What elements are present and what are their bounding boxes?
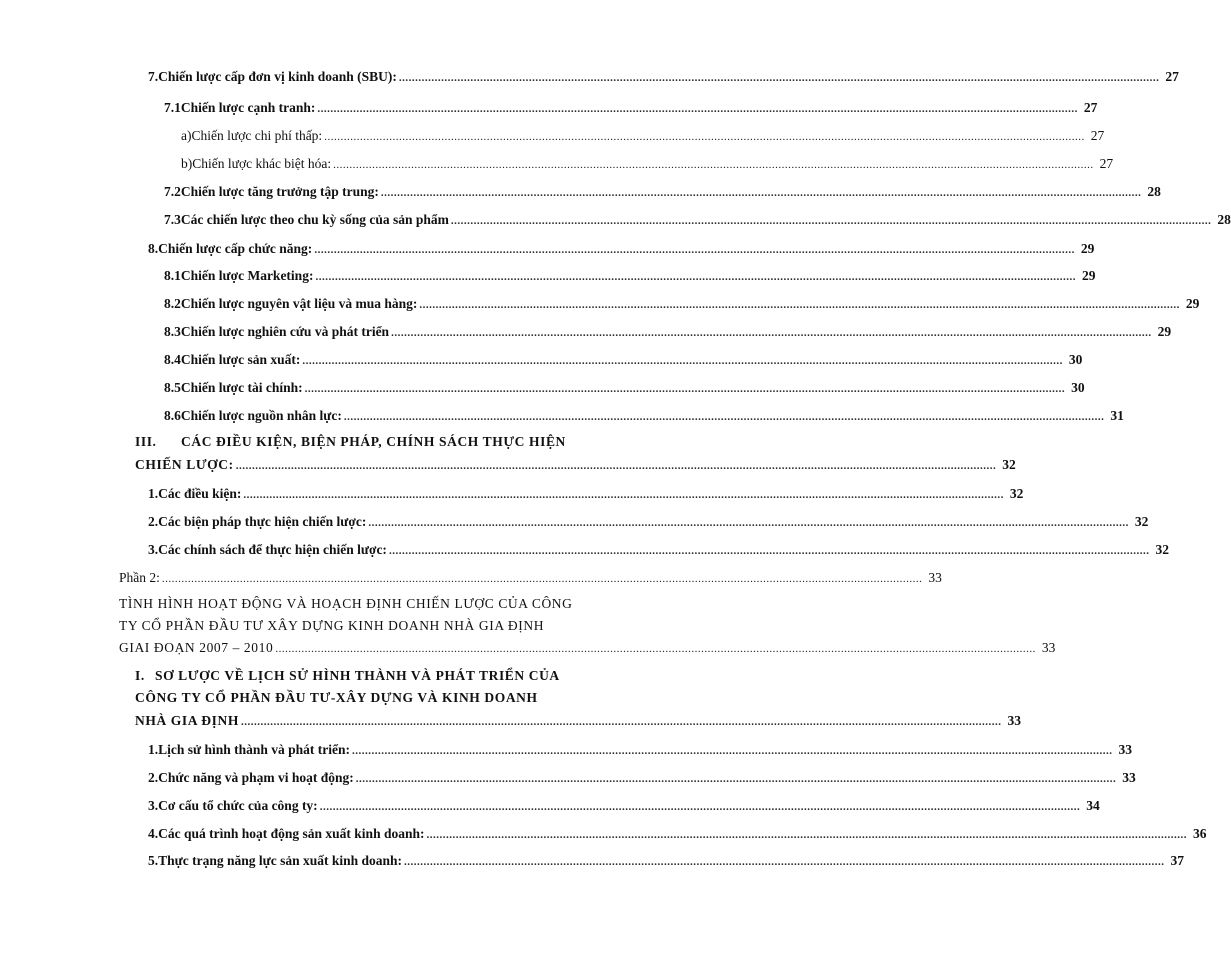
entry-title: Các quá trình hoạt động sản xuất kinh doanh: <box>158 826 425 841</box>
dot-leader <box>241 713 1002 731</box>
entry-title: Các biện pháp thực hiện chiến lược: <box>158 514 367 529</box>
toc-entry-I-4[interactable] <box>148 825 1207 844</box>
toc-entry-8-2[interactable] <box>164 295 1200 314</box>
dot-leader <box>426 826 1187 844</box>
entry-page: 29 <box>1081 268 1096 283</box>
entry-title-continued: NHÀ GIA ĐỊNH <box>135 713 239 728</box>
dot-leader <box>243 486 1004 504</box>
toc-entry-7-3[interactable] <box>164 211 1231 230</box>
dot-leader <box>451 212 1212 230</box>
entry-page: 36 <box>1192 826 1207 841</box>
entry-number: 7.1 <box>164 100 181 115</box>
entry-page: 33 <box>1007 713 1021 728</box>
entry-number: 8. <box>148 241 159 256</box>
entry-title: Chiến lược nguyên vật liệu và mua hàng: <box>180 296 418 311</box>
toc-entry-I-3[interactable] <box>148 797 1100 816</box>
entry-page: 30 <box>1068 352 1083 367</box>
entry-number: 3. <box>148 542 159 557</box>
dot-leader <box>302 352 1063 370</box>
dot-leader <box>236 457 997 475</box>
toc-entry-III-1[interactable] <box>148 485 1024 504</box>
entry-title: Các chiến lược theo chu kỳ sống của sản phẩm <box>180 212 449 227</box>
entry-title: Chiến lược Marketing: <box>180 268 314 283</box>
entry-page: 31 <box>1110 408 1124 423</box>
entry-title-continued: TY CỔ PHẦN ĐẦU TƯ XÂY DỰNG KINH DOANH NHÀ GIA ĐỊNH <box>119 618 545 633</box>
entry-number: 2. <box>148 514 159 529</box>
toc-entry-I-line3[interactable] <box>135 712 1021 731</box>
toc-entry-I-line2[interactable] <box>135 689 538 707</box>
dot-leader <box>352 742 1113 760</box>
entry-number: 8.1 <box>164 268 181 283</box>
entry-page: 27 <box>1165 69 1179 84</box>
dot-leader <box>389 542 1150 560</box>
entry-page: 32 <box>1002 457 1016 472</box>
entry-title-continued: CHIẾN LƯỢC: <box>135 457 234 472</box>
entry-page: 33 <box>1122 770 1136 785</box>
entry-page: 33 <box>1041 640 1056 655</box>
toc-entry-7-2[interactable] <box>164 183 1161 202</box>
dot-leader <box>344 408 1105 426</box>
dot-leader <box>275 640 1036 658</box>
entry-number: I. <box>135 668 145 683</box>
entry-number: 7.3 <box>164 212 181 227</box>
toc-entry-I-5[interactable] <box>148 852 1185 871</box>
toc-entry-8-3[interactable] <box>164 323 1172 342</box>
dot-leader <box>356 770 1117 788</box>
entry-page: 34 <box>1086 798 1100 813</box>
dot-leader <box>320 798 1081 816</box>
entry-number: 7. <box>148 69 159 84</box>
entry-page: 27 <box>1090 128 1105 143</box>
entry-title: Cơ cấu tổ chức của công ty: <box>158 798 318 813</box>
entry-title: Lịch sử hình thành và phát triển: <box>158 742 351 757</box>
toc-entry-7-1-b[interactable] <box>181 155 1114 174</box>
entry-title: Chức năng và phạm vi hoạt động: <box>158 770 354 785</box>
entry-title: Chiến lược tài chính: <box>180 380 303 395</box>
entry-number: 5. <box>148 853 159 868</box>
toc-entry-8-5[interactable] <box>164 379 1085 398</box>
entry-number: 1. <box>148 486 159 501</box>
entry-page: 37 <box>1170 853 1185 868</box>
entry-page: 27 <box>1083 100 1098 115</box>
entry-title-continued: GIAI ĐOẠN 2007 – 2010 <box>119 640 274 655</box>
entry-page: 32 <box>1134 514 1149 529</box>
toc-entry-8[interactable] <box>148 240 1095 259</box>
entry-title: Chiến lược nguồn nhân lực: <box>180 408 342 423</box>
toc-entry-7[interactable] <box>148 68 1179 87</box>
entry-page: 29 <box>1185 296 1200 311</box>
entry-page: 33 <box>1118 742 1133 757</box>
toc-entry-III-3[interactable] <box>148 541 1169 560</box>
toc-entry-8-1[interactable] <box>164 267 1096 286</box>
entry-page: 32 <box>1155 542 1169 557</box>
toc-entry-part-2-title-line2[interactable] <box>119 617 544 635</box>
dot-leader <box>315 268 1076 286</box>
entry-title: SƠ LƯỢC VỀ LỊCH SỬ HÌNH THÀNH VÀ PHÁT TRIỂN CỦA <box>155 668 560 683</box>
dot-leader <box>162 570 923 588</box>
entry-page: 28 <box>1147 184 1161 199</box>
entry-title: Các chính sách để thực hiện chiến lược: <box>158 542 387 557</box>
entry-page: 29 <box>1157 324 1172 339</box>
dot-leader <box>404 853 1165 871</box>
entry-number: 8.6 <box>164 408 181 423</box>
toc-entry-I-line1[interactable] <box>135 667 560 685</box>
entry-page: 29 <box>1080 241 1095 256</box>
dot-leader <box>368 514 1129 532</box>
entry-number: 1. <box>148 742 159 757</box>
entry-title: Chiến lược khác biệt hóa: <box>192 156 332 171</box>
entry-title: Chiến lược nghiên cứu và phát triển <box>180 324 390 339</box>
dot-leader <box>314 241 1075 259</box>
entry-number: 8.2 <box>164 296 181 311</box>
entry-number: 3. <box>148 798 159 813</box>
toc-entry-7-1-a[interactable] <box>181 127 1105 146</box>
toc-entry-III-line1[interactable] <box>135 433 566 451</box>
dot-leader <box>305 380 1066 398</box>
dot-leader <box>399 69 1160 87</box>
entry-page: 27 <box>1099 156 1114 171</box>
entry-title: Chiến lược cấp đơn vị kinh doanh (SBU): <box>158 69 397 84</box>
entry-number: 8.4 <box>164 352 181 367</box>
entry-number: III. <box>135 434 157 449</box>
dot-leader <box>419 296 1180 314</box>
dot-leader <box>317 100 1078 118</box>
entry-title: Các điều kiện: <box>158 486 242 501</box>
entry-number: a) <box>181 128 192 143</box>
entry-title-continued: CÔNG TY CỔ PHẦN ĐẦU TƯ-XÂY DỰNG VÀ KINH DOANH <box>135 690 538 705</box>
entry-number: b) <box>181 156 193 171</box>
toc-entry-part-2[interactable] <box>119 569 942 588</box>
dot-leader <box>324 128 1085 146</box>
entry-page: 30 <box>1071 380 1085 395</box>
dot-leader <box>381 184 1142 202</box>
dot-leader <box>391 324 1152 342</box>
entry-number: 8.3 <box>164 324 181 339</box>
toc-entry-III-2[interactable] <box>148 513 1149 532</box>
entry-title: Chiến lược cấp chức năng: <box>158 241 313 256</box>
entry-page: 28 <box>1217 212 1231 227</box>
entry-title: Chiến lược sản xuất: <box>180 352 301 367</box>
entry-title: CÁC ĐIỀU KIỆN, BIỆN PHÁP, CHÍNH SÁCH THỰC HIỆN <box>181 434 566 449</box>
toc-entry-I-1[interactable] <box>148 741 1133 760</box>
entry-title: Chiến lược chi phí thấp: <box>191 128 323 143</box>
entry-page: 32 <box>1009 486 1024 501</box>
entry-number: 8.5 <box>164 380 181 395</box>
toc-entry-8-6[interactable] <box>164 407 1124 426</box>
toc-entry-III-line2[interactable] <box>135 456 1016 475</box>
entry-title: Chiến lược tăng trưởng tập trung: <box>180 184 379 199</box>
entry-number: 7.2 <box>164 184 181 199</box>
toc-entry-8-4[interactable] <box>164 351 1083 370</box>
entry-page: 33 <box>928 570 942 585</box>
entry-number: 4. <box>148 826 159 841</box>
toc-entry-part-2-title-line3[interactable] <box>119 639 1056 658</box>
toc-entry-7-1[interactable] <box>164 99 1098 118</box>
entry-title: Chiến lược cạnh tranh: <box>180 100 316 115</box>
toc-entry-I-2[interactable] <box>148 769 1136 788</box>
entry-title: TÌNH HÌNH HOẠT ĐỘNG VÀ HOẠCH ĐỊNH CHIẾN LƯỢC CỦA CÔNG <box>119 596 573 611</box>
dot-leader <box>333 156 1094 174</box>
entry-number: 2. <box>148 770 159 785</box>
entry-title: Phần 2: <box>119 570 160 585</box>
toc-entry-part-2-title-line1[interactable] <box>119 595 573 613</box>
entry-title: Thực trạng năng lực sản xuất kinh doanh: <box>158 853 403 868</box>
